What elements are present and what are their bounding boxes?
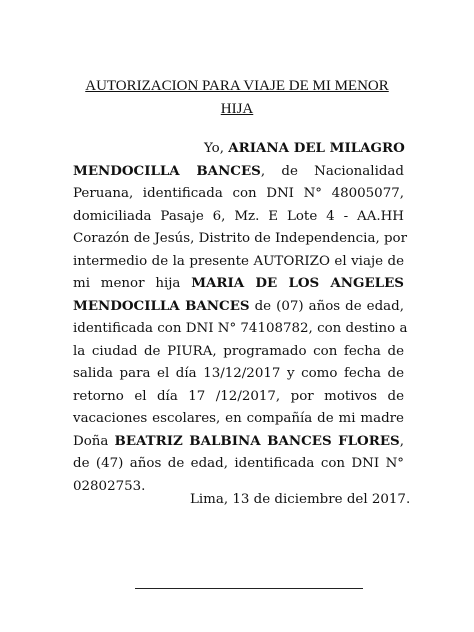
companion-name: BEATRIZ BALBINA BANCES FLORES bbox=[114, 433, 400, 449]
body-line-6: intermedio de la presente AUTORIZO el viaje de bbox=[73, 254, 404, 269]
signature-line bbox=[135, 588, 363, 589]
body-line-7 bbox=[73, 274, 404, 293]
child-name-first: MARIA DE LOS ANGELES bbox=[191, 275, 404, 291]
body-line-14 bbox=[73, 432, 404, 451]
body-line-10: la ciudad de PIURA, programado con fecha de bbox=[73, 344, 404, 359]
document-title-line-2: HIJA bbox=[220, 101, 254, 117]
body-line-3: Peruana, identificada con DNI N° 48005077, bbox=[73, 186, 404, 201]
body-text: , de Nacionalidad bbox=[260, 164, 404, 179]
body-line-4: domiciliada Pasaje 6, Mz. E Lote 4 - AA.HH bbox=[73, 209, 404, 224]
parent-name-first: ARIANA DEL MILAGRO bbox=[228, 140, 405, 156]
body-line-1 bbox=[204, 139, 404, 158]
body-line-15: de (47) años de edad, identificada con DNI N° bbox=[73, 456, 404, 471]
body-text: Doña bbox=[73, 434, 115, 449]
document-title-line-1: AUTORIZACION PARA VIAJE DE MI MENOR bbox=[85, 78, 389, 94]
body-text: Yo, bbox=[204, 141, 229, 156]
place-and-date: Lima, 13 de diciembre del 2017. bbox=[190, 492, 411, 507]
body-line-12: retorno el día 17 /12/2017, por motivos de bbox=[73, 389, 404, 404]
body-text: , bbox=[399, 434, 404, 449]
body-line-5: Corazón de Jesús, Distrito de Independencia, por bbox=[73, 231, 407, 246]
body-line-11: salida para el día 13/12/2017 y como fecha de bbox=[73, 366, 404, 381]
body-line-8 bbox=[73, 297, 404, 316]
body-line-16: 02802753. bbox=[73, 479, 146, 494]
parent-name-surnames: MENDOCILLA BANCES bbox=[73, 163, 261, 179]
child-name-surnames: MENDOCILLA BANCES bbox=[73, 298, 250, 314]
body-text: mi menor hija bbox=[73, 276, 192, 291]
body-text: de (07) años de edad, bbox=[249, 299, 404, 314]
body-line-2 bbox=[73, 162, 404, 181]
body-line-13: vacaciones escolares, en compañía de mi madre bbox=[73, 411, 404, 426]
body-line-9: identificada con DNI N° 74108782, con destino a bbox=[73, 321, 408, 336]
